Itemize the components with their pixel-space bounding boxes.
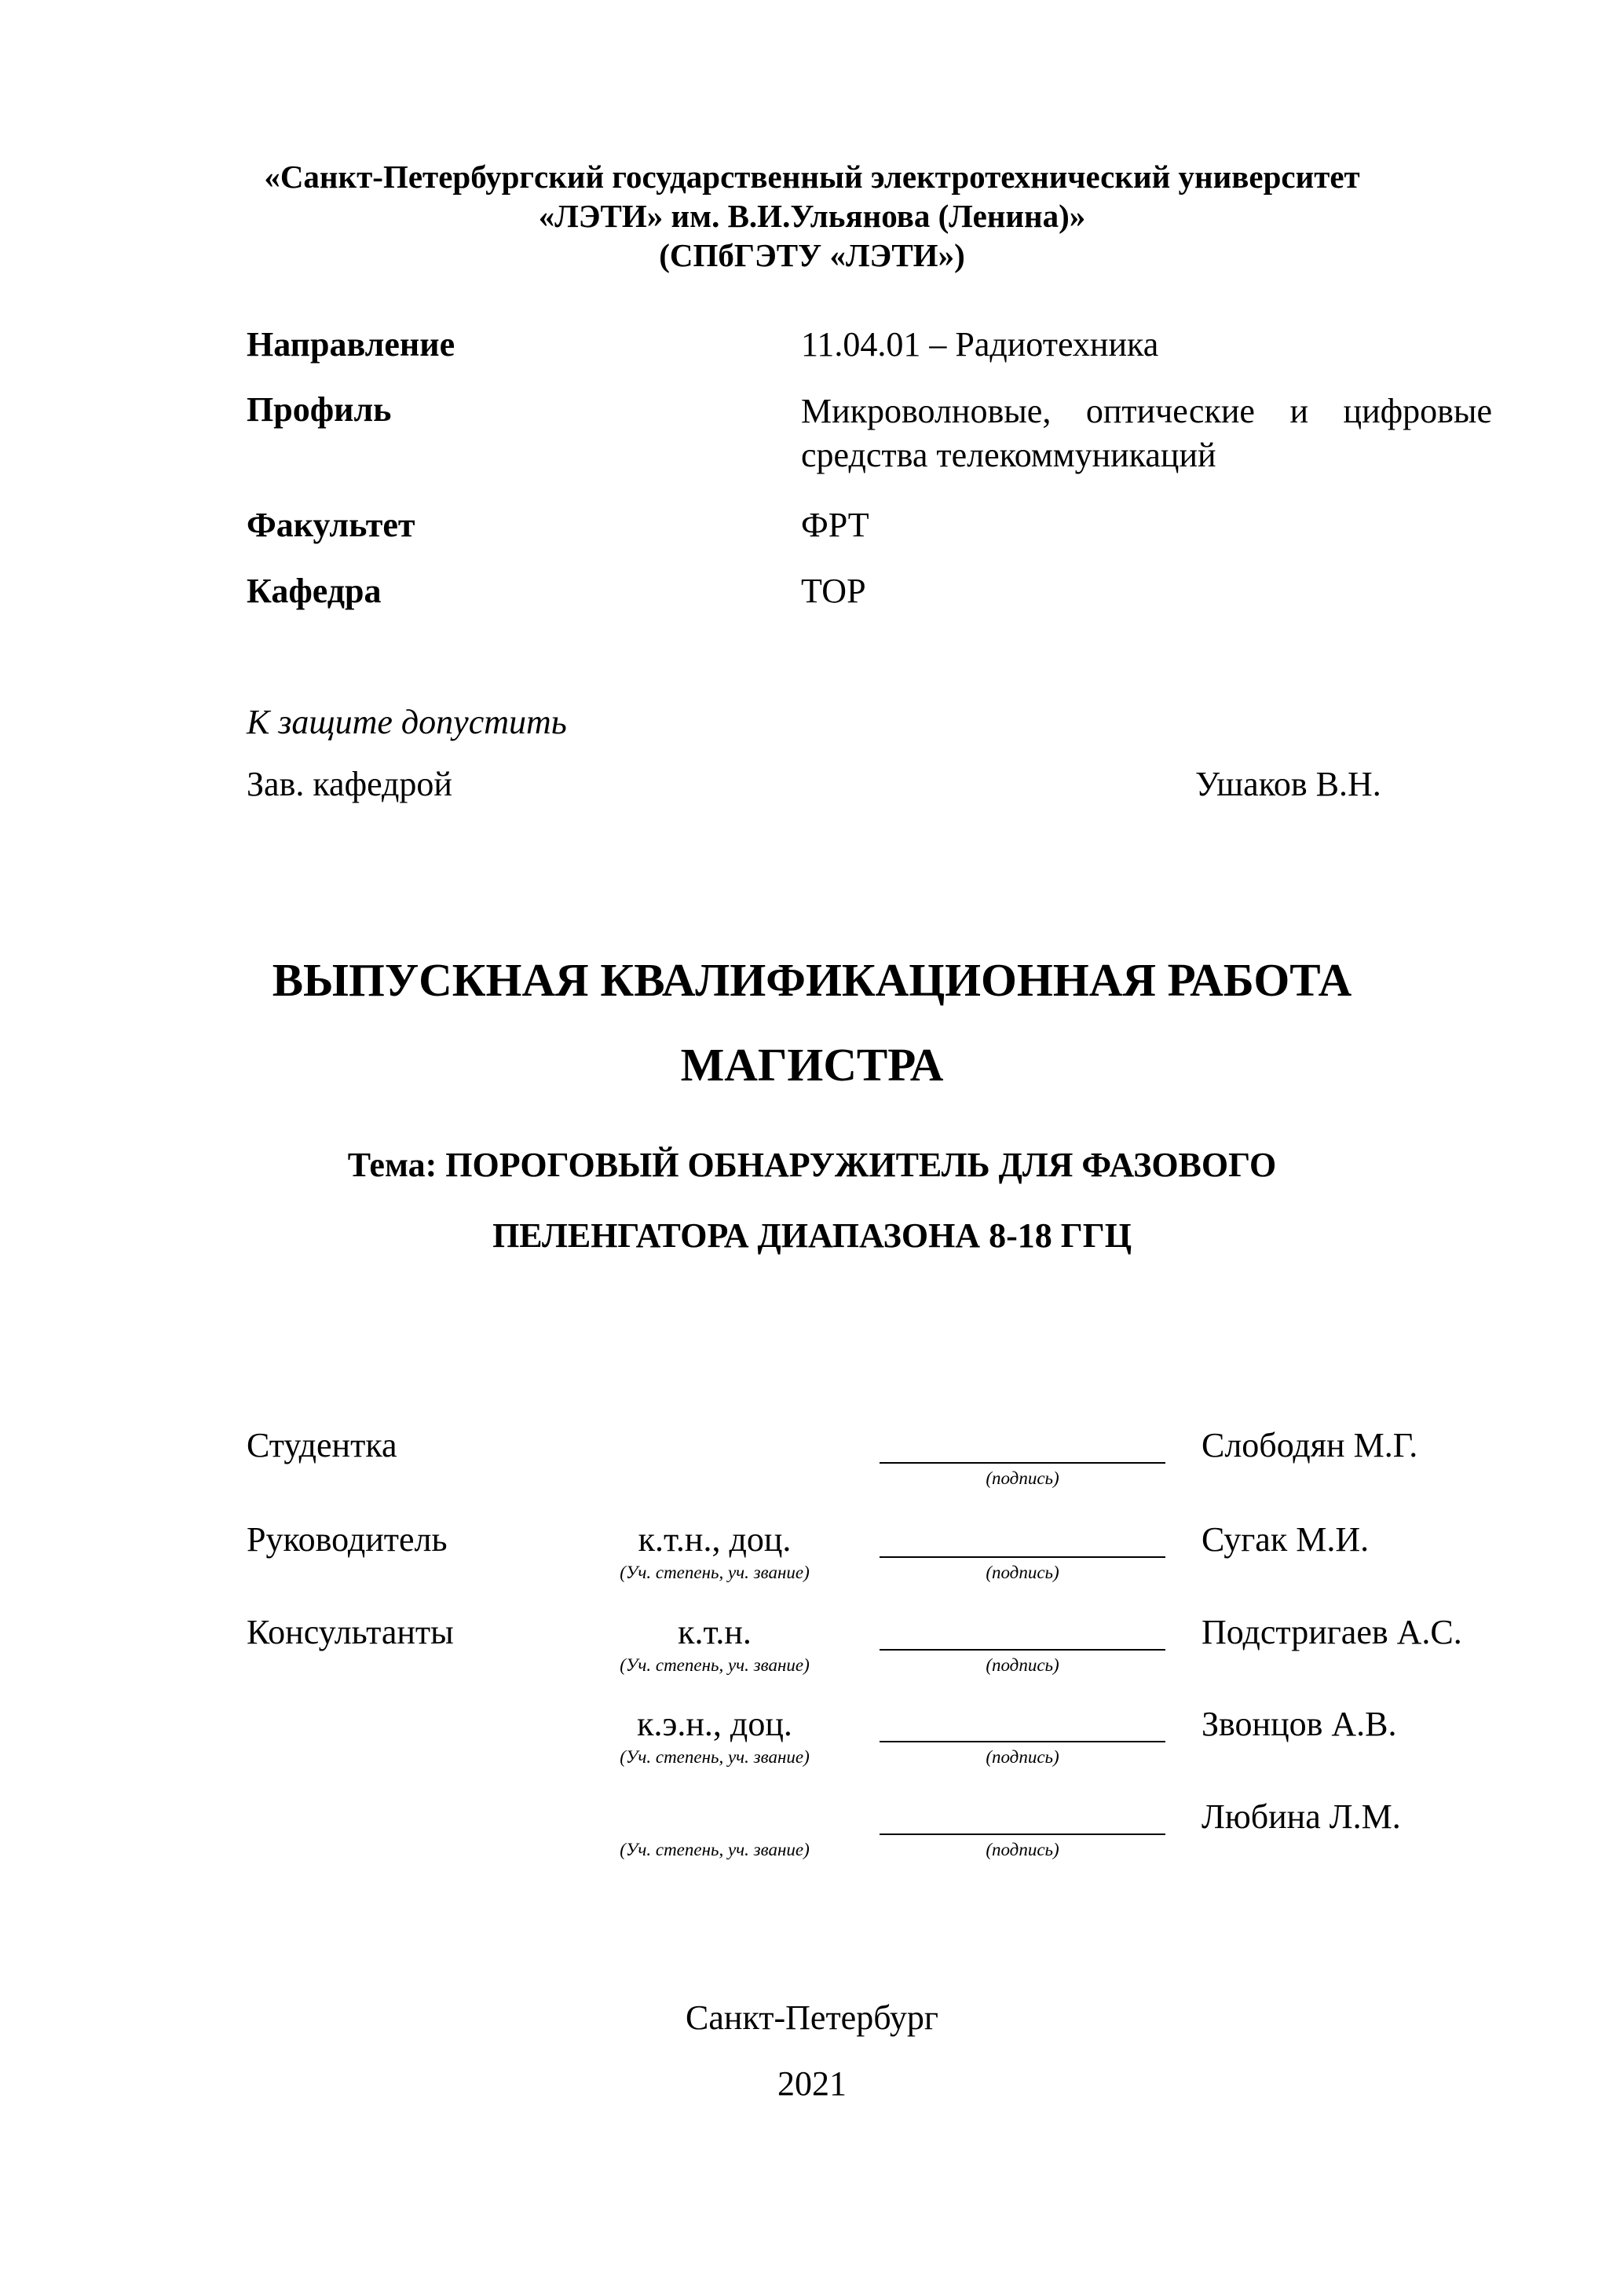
consultants-role: Консультанты bbox=[247, 1613, 454, 1651]
supervisor-degree-caption: (Уч. степень, уч. звание) bbox=[620, 1563, 810, 1582]
consultant1-signature-line bbox=[880, 1649, 1165, 1651]
profile-label: Профиль bbox=[247, 390, 392, 429]
thesis-topic-line1: Тема: ПОРОГОВЫЙ ОБНАРУЖИТЕЛЬ ДЛЯ ФАЗОВОГО bbox=[347, 1146, 1277, 1184]
admit-to-defense: К защите допустить bbox=[247, 703, 567, 741]
supervisor-role: Руководитель bbox=[247, 1520, 448, 1559]
consultant3-name: Любина Л.М. bbox=[1202, 1797, 1401, 1836]
consultant2-name: Звонцов А.В. bbox=[1202, 1705, 1397, 1743]
student-signature-line bbox=[880, 1462, 1165, 1464]
university-name-line2: «ЛЭТИ» им. В.И.Ульянова (Ленина)» bbox=[538, 198, 1086, 234]
supervisor-name: Сугак М.И. bbox=[1202, 1520, 1370, 1559]
direction-label: Направление bbox=[247, 325, 455, 364]
supervisor-signature-caption: (подпись) bbox=[986, 1563, 1059, 1582]
university-name-line1: «Санкт-Петербургский государственный электротехнический университет bbox=[264, 159, 1360, 195]
faculty-value: ФРТ bbox=[801, 506, 869, 544]
consultant1-degree-caption: (Уч. степень, уч. звание) bbox=[620, 1655, 810, 1675]
profile-value: Микроволновые, оптические и цифровые средства телекоммуникаций bbox=[801, 392, 1492, 474]
university-abbreviation: (СПбГЭТУ «ЛЭТИ») bbox=[659, 237, 965, 273]
direction-value: 11.04.01 – Радиотехника bbox=[801, 325, 1159, 364]
student-role: Студентка bbox=[247, 1426, 397, 1464]
consultant2-degree-caption: (Уч. степень, уч. звание) bbox=[620, 1747, 810, 1767]
thesis-topic-line2: ПЕЛЕНГАТОРА ДИАПАЗОНА 8-18 ГГЦ bbox=[492, 1216, 1132, 1255]
department-value: ТОР bbox=[801, 572, 866, 610]
student-signature-caption: (подпись) bbox=[986, 1468, 1059, 1488]
faculty-label: Факультет bbox=[247, 506, 415, 544]
consultant1-signature-caption: (подпись) bbox=[986, 1655, 1059, 1675]
consultant2-signature-line bbox=[880, 1741, 1165, 1742]
consultant2-degree: к.э.н., доц. bbox=[637, 1705, 792, 1743]
supervisor-signature-line bbox=[880, 1556, 1165, 1558]
head-of-department-name: Ушаков В.Н. bbox=[1195, 765, 1381, 803]
department-label: Кафедра bbox=[247, 572, 382, 610]
consultant2-signature-caption: (подпись) bbox=[986, 1747, 1059, 1767]
thesis-title-line1: ВЫПУСКНАЯ КВАЛИФИКАЦИОННАЯ РАБОТА bbox=[272, 954, 1352, 1006]
consultant3-signature-caption: (подпись) bbox=[986, 1840, 1059, 1859]
supervisor-degree: к.т.н., доц. bbox=[638, 1520, 792, 1559]
year: 2021 bbox=[777, 2064, 847, 2103]
city: Санкт-Петербург bbox=[686, 1998, 938, 2037]
thesis-title-line2: МАГИСТРА bbox=[680, 1039, 944, 1091]
consultant3-degree-caption: (Уч. степень, уч. звание) bbox=[620, 1840, 810, 1859]
consultant3-signature-line bbox=[880, 1834, 1165, 1835]
consultant1-degree: к.т.н. bbox=[678, 1613, 752, 1651]
consultant1-name: Подстригаев А.С. bbox=[1202, 1613, 1462, 1651]
head-of-department-label: Зав. кафедрой bbox=[247, 765, 452, 803]
student-name: Слободян М.Г. bbox=[1202, 1426, 1418, 1464]
